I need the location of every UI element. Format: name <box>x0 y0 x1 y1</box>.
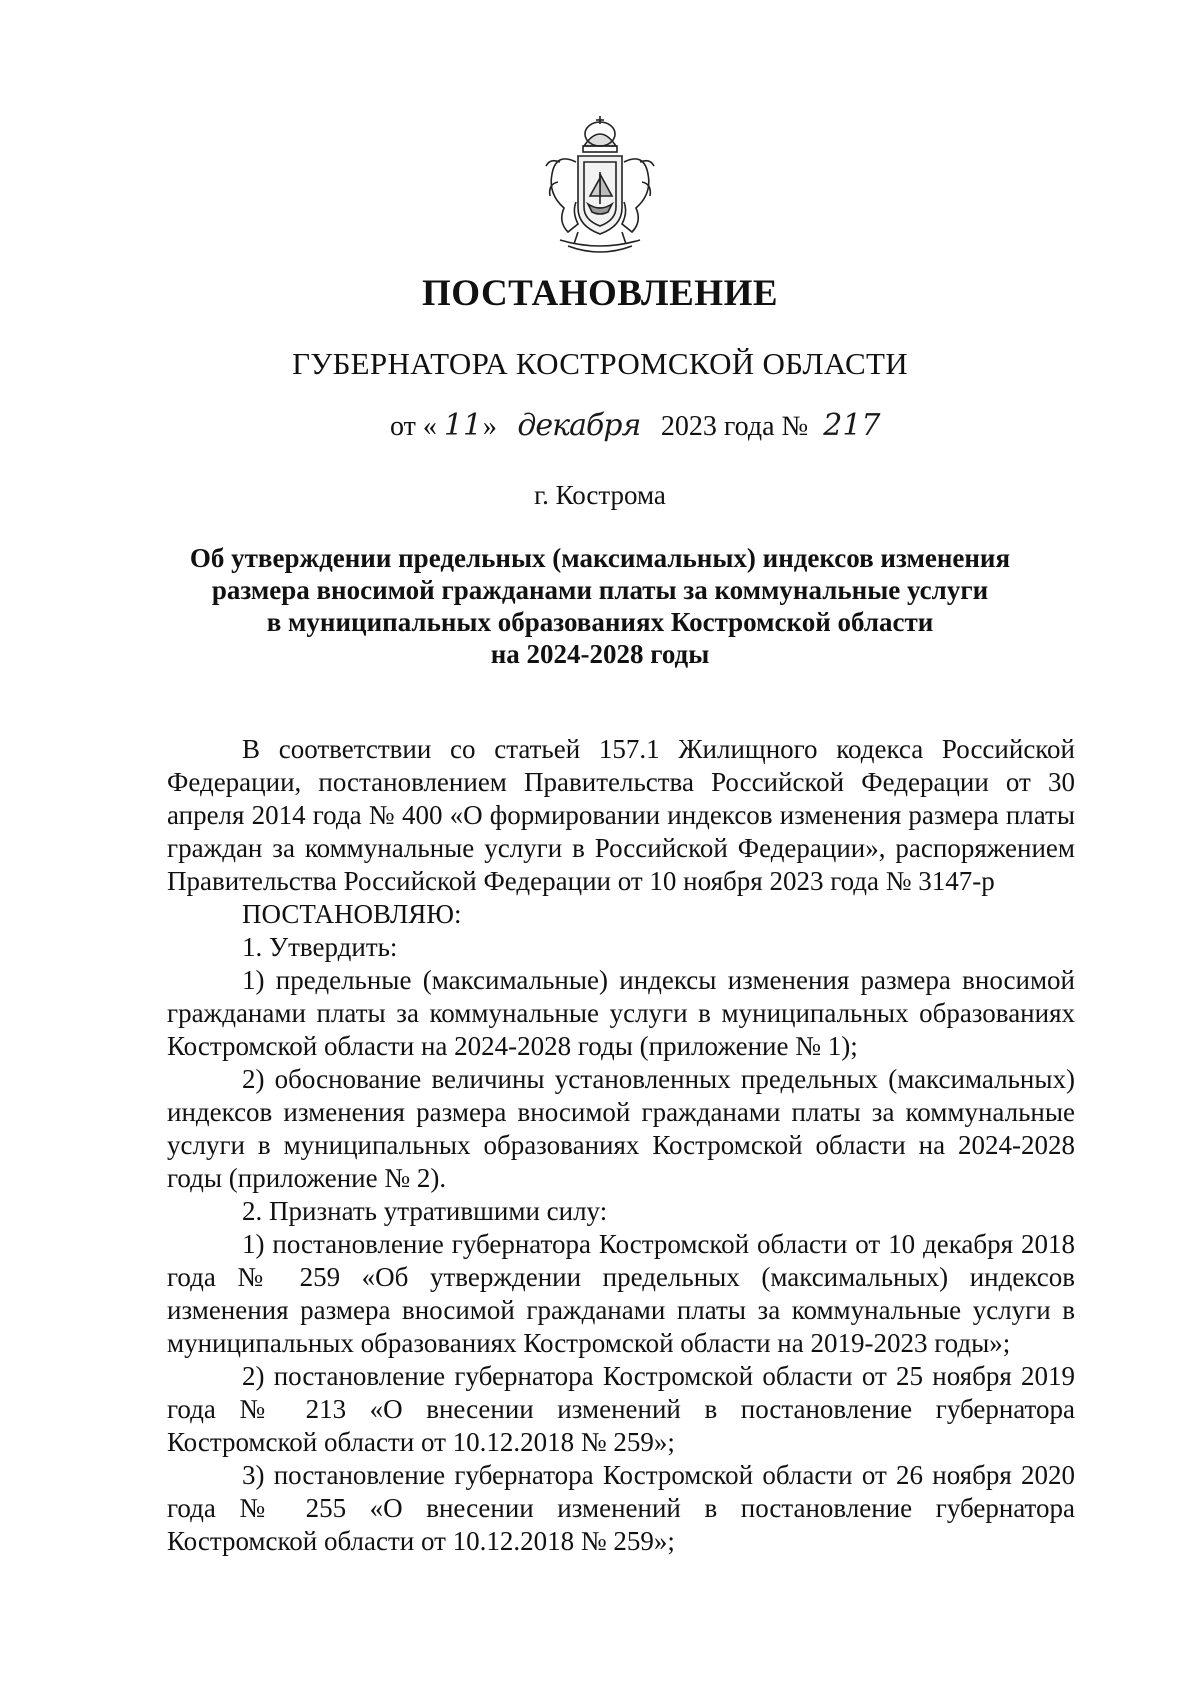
title-line: на 2024-2028 годы <box>490 639 710 669</box>
clause-1-sub-2: 2) обоснование величины установленных предельных (максимальных) индексов изменения размера вносимой гражданами платы за коммунальные услуги в муниципальных образованиях Костромской области на 2024-2028 годы (приложение № 2). <box>167 1064 1075 1193</box>
document-type-heading: ПОСТАНОВЛЕНИЕ <box>421 273 779 314</box>
clause-2-sub-3: 3) постановление губернатора Костромской области от 26 ноября 2020 года № 255 «О внесении изменений в постановление губернатора Костромской области от 10.12.2018 № 259»; <box>167 1460 1075 1556</box>
issuer-heading: ГУБЕРНАТОРА КОСТРОМСКОЙ ОБЛАСТИ <box>292 346 908 381</box>
document-number-handwritten: 217 <box>823 408 881 443</box>
date-prefix: от « <box>390 411 437 442</box>
coat-of-arms-emblem <box>538 112 662 260</box>
title-line: размера вносимой гражданами платы за коммунальные услуги <box>211 575 989 605</box>
title-line: Об утверждении предельных (максимальных) индексов изменения <box>189 543 1011 573</box>
clause-1: 1. Утвердить: <box>242 932 398 962</box>
clause-1-sub-1: 1) предельные (максимальные) индексы изменения размера вносимой гражданами платы за коммунальные услуги в муниципальных образованиях Костромской области на 2024-2028 годы (приложение № 1); <box>167 965 1075 1061</box>
date-year-text: 2023 года № <box>660 411 809 442</box>
preamble-paragraph: В соответствии со статьей 157.1 Жилищного кодекса Российской Федерации, постановлением Правительства Российской Федерации от 30 апреля 2014 года № 400 «О формировании индексов изменения размера платы граждан за коммунальные услуги в Российской Федерации», распоряжением Правительства Российской Федерации от 10 ноября 2023 года № 3147-р <box>167 734 1075 896</box>
date-line <box>390 408 885 443</box>
clause-2-sub-1: 1) постановление губернатора Костромской области от 10 декабря 2018 года № 259 «Об утверждении предельных (максимальных) индексов изменения размера вносимой гражданами платы за коммунальные услуги в муниципальных образованиях Костромской области на 2019-2023 годы»; <box>167 1229 1075 1358</box>
date-day-handwritten: 11 <box>443 408 483 443</box>
coat-of-arms-icon <box>538 112 662 260</box>
city-line: г. Кострома <box>534 480 666 510</box>
clause-2-sub-2: 2) постановление губернатора Костромской области от 25 ноября 2019 года № 213 «О внесении изменений в постановление губернатора Костромской области от 10.12.2018 № 259»; <box>167 1361 1075 1457</box>
clause-2: 2. Признать утратившими силу: <box>242 1196 608 1226</box>
document-title <box>150 542 1050 670</box>
date-quote-close: » <box>482 411 497 442</box>
title-line: в муниципальных образованиях Костромской области <box>266 607 934 637</box>
decree-word: ПОСТАНОВЛЯЮ: <box>242 899 462 929</box>
document-body <box>167 733 1075 1558</box>
date-month-handwritten: декабря <box>517 408 641 443</box>
